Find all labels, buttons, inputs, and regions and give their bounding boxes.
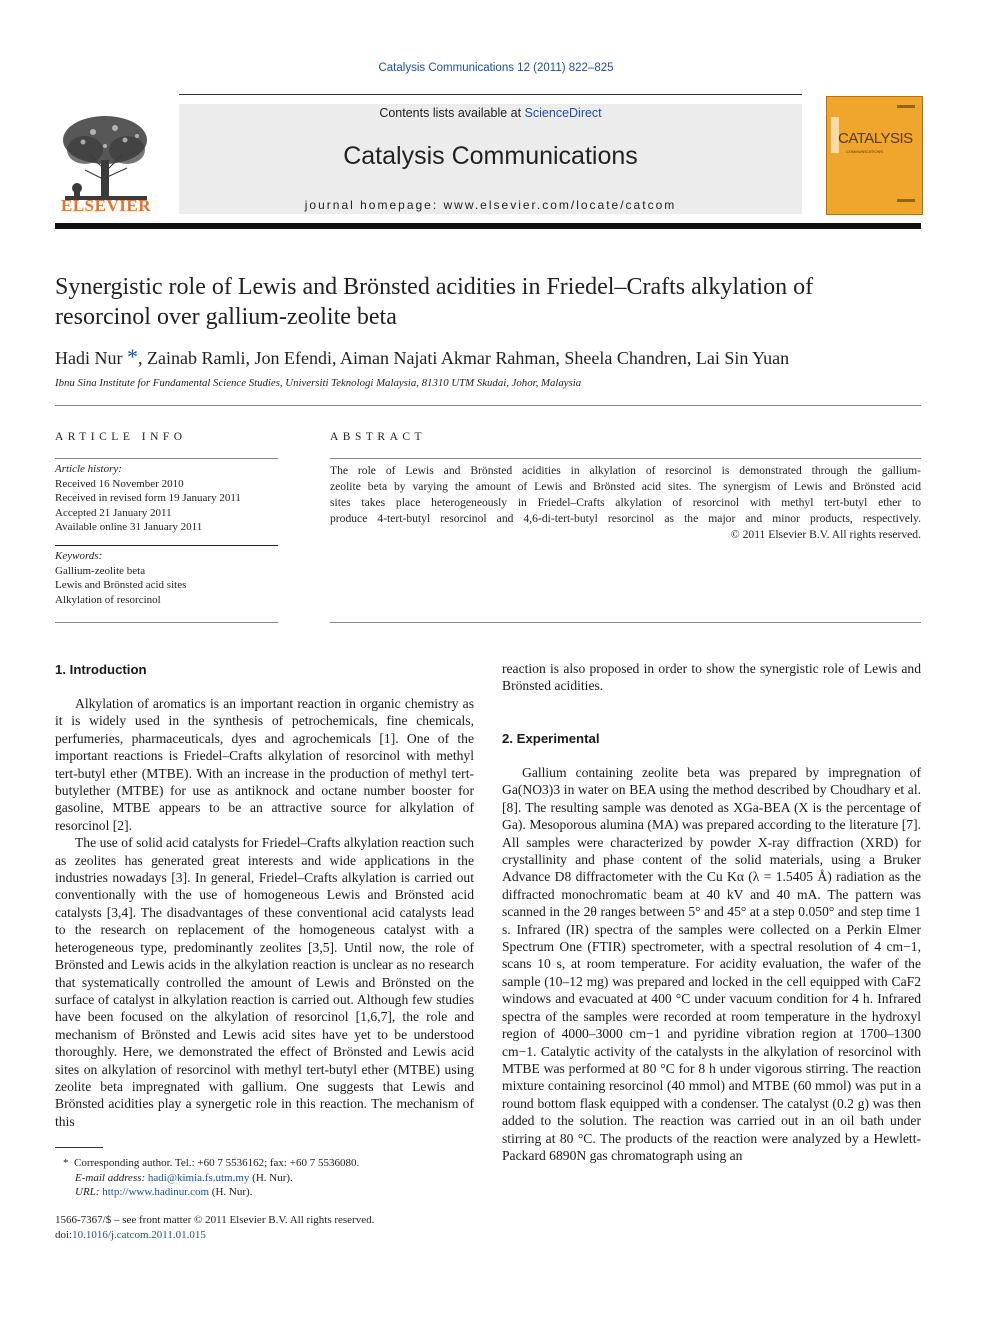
abstract-line: zeolite beta by varying the amount of Lewis and Brönsted acid sites. The synergism of Lewis and Brönsted acid: [330, 480, 921, 493]
title-divider: [55, 405, 921, 406]
email-suffix: (H. Nur).: [249, 1171, 293, 1184]
elsevier-wordmark: ELSEVIER: [61, 196, 151, 215]
abstract-heading: ABSTRACT: [330, 431, 427, 443]
journal-reference-link[interactable]: Catalysis Communications 12 (2011) 822–825: [378, 62, 614, 74]
paper-title-line-1: Synergistic role of Lewis and Brönsted acidities in Friedel–Crafts alkylation of: [55, 274, 814, 300]
author-list: [55, 344, 921, 370]
abstract-line: The role of Lewis and Brönsted acidities in alkylation of resorcinol is demonstrated through the gallium-: [330, 464, 921, 477]
footnote: [55, 1156, 474, 1200]
email-label: E-mail address:: [75, 1171, 146, 1184]
header-thick-rule: [55, 223, 921, 229]
intro-paragraph-2-cont: reaction is also proposed in order to show the synergistic role of Lewis and Brönsted acidities.: [502, 661, 921, 694]
history-accepted: Accepted 21 January 2011: [55, 506, 172, 519]
footnote-star: *: [63, 1157, 69, 1169]
keyword-item: Lewis and Brönsted acid sites: [55, 579, 187, 592]
journal-homepage[interactable]: journal homepage: www.elsevier.com/locate/catcom: [304, 198, 677, 212]
history-revised: Received in revised form 19 January 2011: [55, 492, 241, 505]
header-top-rule: [179, 94, 802, 95]
imprint: [55, 1213, 474, 1242]
history-label: Article history:: [55, 463, 122, 475]
experimental-heading: 2. Experimental: [502, 731, 600, 746]
issn-line: 1566-7367/$ – see front matter © 2011 Elsevier B.V. All rights reserved.: [55, 1214, 375, 1226]
contents-availability: [179, 106, 802, 120]
intro-paragraph-1: Alkylation of aromatics is an important reaction in organic chemistry as it is widely used in the synthesis of petrochemicals, fine chemicals, perfumeries, pharmaceuticals, dyes and agrochemicals [1]. One of the important reactions is Friedel–Crafts alkylation of resorcinol with methyl tert-butyl ether (MTBE). With an increase in the production of methyl tert-butylether (MTBE) for use as antiknock and octane number booster for gasoline, MTBE appears to be an attractive source for alkylation of resorcinol [2].: [55, 696, 474, 833]
keywords-rule: [55, 545, 278, 546]
keyword-item: Gallium-zeolite beta: [55, 564, 146, 577]
paper-title-line-2: resorcinol over gallium-zeolite beta: [55, 304, 397, 330]
homepage-url-link[interactable]: http://www.hadinur.com: [102, 1186, 210, 1199]
corresponding-author-note: Corresponding author. Tel.: +60 7 5536162; fax: +60 7 5536080.: [74, 1157, 360, 1169]
url-suffix: (H. Nur).: [209, 1186, 253, 1199]
abstract-line: produce 4-tert-butyl resorcinol and 4,6-di-tert-butyl resorcinol as the major and minor products, respectively.: [330, 512, 921, 525]
intro-body: [55, 695, 474, 1130]
abstract-bottom-rule: [330, 622, 921, 623]
history-received: Received 16 November 2010: [55, 477, 184, 490]
intro-heading: 1. Introduction: [55, 662, 147, 677]
experimental-paragraph-1: Gallium containing zeolite beta was prepared by impregnation of Ga(NO3)3 in water on BEA using the method described by Choudhary et al. [8]. The resulting sample was denoted as XGa-BEA (X is the percentage of Ga). Mesoporous alumina (MA) was prepared according to the literature [7]. All samples were characterized by powder X-ray diffraction (XRD) for crystallinity and phase content of the solid materials, using a Bruker Advance D8 diffractometer with the Cu Kα (λ = 1.5405 Å) radiation as the diffracted monochromatic beam at 40 kV and 40 mA. The pattern was scanned in the 2θ ranges between 5° and 45° at a step 0.050° and step time 1 s. Infrared (IR) spectra of the samples were collected on a Perkin Elmer Spectrum One (FTIR) spectrometer, with a spectral resolution of 4 cm−1, scans 10 s, at room temperature. For acidity evaluation, the wafer of the sample (10–12 mg) was prepared and locked in the cell equipped with CaF2 windows and evacuated at 400 °C under vacuum condition for 4 h. Infrared spectra of the samples were recorded at room temperature in the hydroxyl region of 4000–3000 cm−1 and pyridine vibration region at 1700–1300 cm−1. Catalytic activity of the catalysts in the alkylation of resorcinol with MTBE was performed at 80 °C for 8 h under vigorous stirring. The reaction mixture containing resorcinol (40 mmol) and MTBE (60 mmol) was put in a round bottom flask equipped with a condenser. The catalyst (0.2 g) was then added to the solution. The reaction was carried out in an oil bath under stirring at 80 °C. The products of the reaction were analyzed by a Hewlett-Packard 6890N gas chromatograph using an: [502, 765, 921, 1163]
email-link[interactable]: hadi@kimia.fs.utm.my: [147, 1171, 250, 1184]
url-label: URL:: [75, 1186, 100, 1199]
contents-prefix: Contents lists available at: [379, 106, 525, 120]
article-info-heading: ARTICLE INFO: [55, 431, 187, 443]
other-authors: , Zainab Ramli, Jon Efendi, Aiman Najati Akmar Rahman, Sheela Chandren, Lai Sin Yuan: [137, 348, 790, 368]
journal-cover-thumbnail[interactable]: [826, 96, 923, 215]
first-author: Hadi Nur: [55, 348, 123, 368]
abstract-rule: [330, 458, 921, 459]
journal-title: Catalysis Communications: [343, 142, 638, 170]
doi-link[interactable]: 10.1016/j.catcom.2011.01.015: [72, 1228, 206, 1241]
article-history: [55, 462, 278, 535]
article-info-bottom-rule: [55, 622, 278, 623]
abstract-body: [330, 463, 921, 543]
abstract-line: sites takes place heterogeneously in Friedel–Crafts alkylation of resorcinol with methyl tert-butyl ether to: [330, 496, 921, 509]
affiliation: Ibnu Sina Institute for Fundamental Science Studies, Universiti Teknologi Malaysia, 81310 UTM Skudai, Johor, Malaysia: [55, 377, 582, 389]
keywords-label: Keywords:: [55, 550, 103, 562]
cover-subtitle: COMMUNICATIONS: [846, 149, 884, 154]
footnote-rule: [55, 1147, 103, 1148]
intro-paragraph-2: The use of solid acid catalysts for Friedel–Crafts alkylation reaction such as zeolites has generated great interests and wide applications in the industries nowadays [3]. In general, Friedel–Crafts alkylation is carried out conventionally with the use of homogeneous Lewis and Brönsted acid catalysts [3,4]. The disadvantages of these conventional acid catalysts lead to the research on replacement of the homogeneous catalyst with a heterogeneous type, predominantly zeolites [3,5]. Until now, the role of Brönsted and Lewis acids in the alkylation reaction is unclear as no research that systematically controlled the amount of Lewis and Brönsted on the surface of catalyst in alkylation reaction is carried out. Although few studies have been focused on the alkylation of resorcinol [1,6,7], the role and mechanism of Brönsted and Lewis acid sites have yet to be understood thoroughly. Here, we demonstrated the effect of Brönsted and Lewis acid sites on alkylation of resorcinol with methyl tert-butyl ether (MTBE) using zeolite beta impregnated with gallium. One suggests that Lewis and Brönsted acidities play a synergetic role in this reaction. The mechanism of this: [55, 835, 474, 1129]
abstract-copyright: © 2011 Elsevier B.V. All rights reserved.: [730, 528, 921, 541]
cover-title: CATALYSIS: [838, 130, 913, 147]
history-online: Available online 31 January 2011: [55, 521, 203, 534]
experimental-body: [502, 764, 921, 1164]
keywords: [55, 549, 278, 607]
keyword-item: Alkylation of resorcinol: [55, 593, 161, 606]
doi-label: doi:: [55, 1228, 73, 1241]
article-info-rule: [55, 458, 278, 459]
intro-continuation: [502, 660, 921, 695]
paper-title: [55, 272, 921, 332]
sciencedirect-link[interactable]: ScienceDirect: [524, 106, 602, 120]
corresponding-author-star[interactable]: *: [126, 344, 138, 369]
